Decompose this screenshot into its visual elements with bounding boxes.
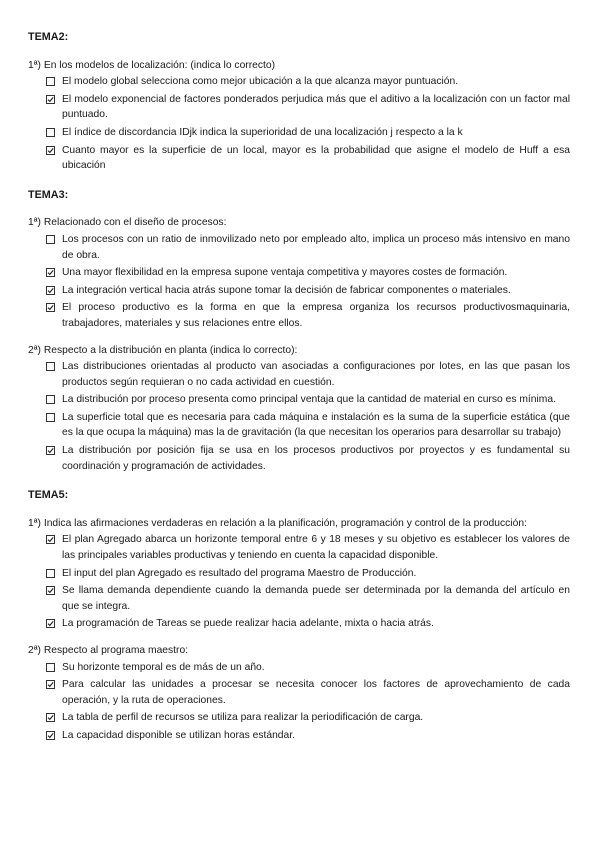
option-item	[46, 283, 570, 299]
option-text: La programación de Tareas se puede realizar hacia adelante, mixta o hacia atrás.	[62, 618, 434, 630]
option-list	[28, 660, 570, 744]
option-text: La distribución por proceso presenta como principal ventaja que la cantidad de material en curso es mínima.	[62, 394, 556, 406]
question-block	[28, 516, 570, 632]
option-text: La integración vertical hacia atrás supone tomar la decisión de fabricar componentes o materiales.	[62, 284, 511, 296]
option-list	[28, 359, 570, 474]
question-prompt: 2ª) Respecto a la distribución en planta (indica lo correcto):	[28, 344, 298, 356]
option-item	[46, 660, 570, 676]
option-text: Una mayor flexibilidad en la empresa supone ventaja competitiva y mayores costes de formación.	[62, 267, 508, 279]
option-item	[46, 532, 570, 563]
check-mark-icon	[46, 713, 55, 722]
option-item	[46, 265, 570, 281]
checkbox-checked[interactable]	[46, 731, 55, 740]
option-item	[46, 125, 570, 141]
option-item	[46, 359, 570, 390]
option-list	[28, 532, 570, 632]
option-text: El modelo exponencial de factores ponderados perjudica más que el aditivo a la localización con un factor mal puntuado.	[62, 93, 570, 121]
option-text: El índice de discordancia IDjk indica la superioridad de una localización j respecto a la k	[62, 126, 463, 138]
option-item	[46, 410, 570, 441]
check-mark-icon	[46, 268, 55, 277]
checkbox-unchecked[interactable]	[46, 395, 55, 404]
option-text: La distribución por posición fija se usa en los procesos productivos por proyectos y es fundamental su coordinación y programación de actividades.	[62, 445, 570, 472]
checkbox-checked[interactable]	[46, 446, 55, 455]
option-item	[46, 728, 570, 744]
question-block	[28, 343, 570, 475]
option-text: Los procesos con un ratio de inmovilizado neto por empleado alto, implica un proceso más intensivo en mano de obra.	[62, 233, 570, 261]
tema-heading: TEMA2:	[28, 31, 69, 43]
option-text: Las distribuciones orientadas al producto van asociadas a configuraciones por lotes, en las que pasan los productos según requieran o no cada actividad en cuestión.	[62, 361, 570, 388]
checkbox-checked[interactable]	[46, 680, 55, 689]
checkbox-checked[interactable]	[46, 303, 55, 312]
option-text: El input del plan Agregado es resultado del programa Maestro de Producción.	[62, 567, 417, 579]
option-text: El modelo global selecciona como mejor ubicación a la que alcanza mayor puntuación.	[62, 76, 459, 88]
checkbox-unchecked[interactable]	[46, 663, 55, 672]
check-mark-icon	[46, 95, 55, 104]
check-mark-icon	[46, 619, 55, 628]
option-text: Su horizonte temporal es de más de un año.	[62, 661, 265, 673]
option-text: Se llama demanda dependiente cuando la demanda puede ser determinada por la demanda del artículo en que se integra.	[62, 585, 570, 612]
question-block	[28, 58, 570, 174]
checkbox-unchecked[interactable]	[46, 235, 55, 244]
tema-section	[28, 188, 570, 475]
checkbox-unchecked[interactable]	[46, 77, 55, 86]
check-mark-icon	[46, 303, 55, 312]
option-item	[46, 566, 570, 582]
checkbox-checked[interactable]	[46, 286, 55, 295]
option-item	[46, 300, 570, 331]
option-item	[46, 143, 570, 174]
checkbox-checked[interactable]	[46, 713, 55, 722]
check-mark-icon	[46, 535, 55, 544]
check-mark-icon	[46, 731, 55, 740]
option-item	[46, 583, 570, 614]
checkbox-checked[interactable]	[46, 586, 55, 595]
option-text: El plan Agregado abarca un horizonte temporal entre 6 y 18 meses y su objetivo es establecer los valores de las principales variables productivas y teniendo en cuenta la capacidad disponible.	[62, 534, 570, 562]
checkbox-unchecked[interactable]	[46, 413, 55, 422]
option-item	[46, 232, 570, 263]
option-list	[28, 74, 570, 174]
tema-heading: TEMA5:	[28, 489, 69, 502]
checkbox-unchecked[interactable]	[46, 128, 55, 137]
tema-heading: TEMA3:	[28, 188, 69, 201]
option-item	[46, 74, 570, 90]
check-mark-icon	[46, 446, 55, 455]
checkbox-checked[interactable]	[46, 268, 55, 277]
checkbox-checked[interactable]	[46, 146, 55, 155]
question-prompt: 2ª) Respecto al programa maestro:	[28, 645, 189, 656]
option-item	[46, 443, 570, 474]
check-mark-icon	[46, 286, 55, 295]
option-item	[46, 616, 570, 632]
checkbox-checked[interactable]	[46, 95, 55, 104]
tema-section	[28, 488, 570, 743]
checkbox-unchecked[interactable]	[46, 362, 55, 371]
option-item	[46, 677, 570, 708]
option-text: Cuanto mayor es la superficie de un local, mayor es la probabilidad que asigne el modelo de Huff a esa ubicación	[62, 144, 570, 172]
option-list	[28, 232, 570, 332]
question-prompt: 1ª) Indica las afirmaciones verdaderas en relación a la planificación, programación y control de la producción:	[28, 517, 527, 529]
option-text: Para calcular las unidades a procesar se necesita conocer los factores de aprovechamiento de cada operación, y la ruta de operaciones.	[62, 679, 570, 706]
checkbox-checked[interactable]	[46, 535, 55, 544]
tema-section	[28, 30, 570, 174]
option-item	[46, 92, 570, 123]
question-block	[28, 215, 570, 331]
option-item	[46, 710, 570, 726]
option-text: El proceso productivo es la forma en que la empresa organiza los recursos productivosmaquinaria, trabajadores, materiales y sus relaciones entre ellos.	[62, 302, 570, 329]
check-mark-icon	[46, 586, 55, 595]
question-prompt: 1ª) Relacionado con el diseño de procesos:	[28, 217, 227, 229]
check-mark-icon	[46, 680, 55, 689]
check-mark-icon	[46, 146, 55, 155]
option-text: La capacidad disponible se utilizan horas estándar.	[62, 729, 295, 741]
checkbox-checked[interactable]	[46, 619, 55, 628]
option-item	[46, 392, 570, 408]
option-text: La tabla de perfil de recursos se utiliza para realizar la periodificación de carga.	[62, 712, 424, 724]
question-prompt: 1ª) En los modelos de localización: (indica lo correcto)	[28, 59, 276, 71]
question-block	[28, 643, 570, 744]
option-text: La superficie total que es necesaria para cada máquina e instalación es la suma de la superficie estática (que es la que ocupa la máquina) mas la de gravitación (la que necesitan los operarios para desarrollar su trabajo)	[62, 411, 570, 439]
checkbox-unchecked[interactable]	[46, 569, 55, 578]
